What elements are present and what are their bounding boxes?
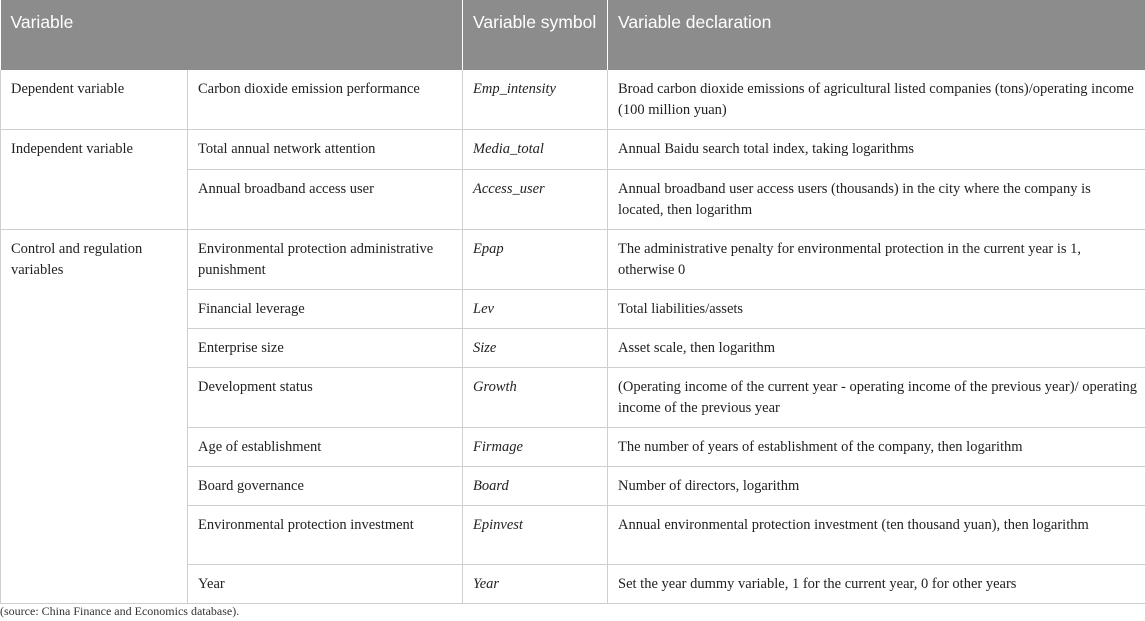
variable-declaration: Asset scale, then logarithm bbox=[608, 329, 1145, 368]
variable-name: Financial leverage bbox=[188, 290, 463, 329]
variable-symbol: Size bbox=[463, 329, 608, 368]
group-label-control: Control and regulation variables bbox=[1, 230, 188, 604]
variable-symbol: Access_user bbox=[463, 170, 608, 230]
variable-declaration: (Operating income of the current year - operating income of the previous year)/ operating income of the previous year bbox=[608, 368, 1145, 428]
table-row bbox=[1, 230, 1145, 290]
header-variable-symbol: Variable symbol bbox=[463, 0, 608, 70]
variable-symbol: Media_total bbox=[463, 130, 608, 170]
variable-name: Environmental protection investment bbox=[188, 506, 463, 565]
variable-name: Total annual network attention bbox=[188, 130, 463, 170]
table-body bbox=[1, 70, 1145, 604]
variable-declaration: The administrative penalty for environmental protection in the current year is 1, otherwise 0 bbox=[608, 230, 1145, 290]
table-header bbox=[1, 0, 1145, 70]
variable-symbol: Lev bbox=[463, 290, 608, 329]
variable-symbol: Board bbox=[463, 467, 608, 506]
variable-name: Board governance bbox=[188, 467, 463, 506]
variable-name: Enterprise size bbox=[188, 329, 463, 368]
variable-name: Development status bbox=[188, 368, 463, 428]
variable-declaration: Broad carbon dioxide emissions of agricultural listed companies (tons)/operating income (100 million yuan) bbox=[608, 70, 1145, 130]
variable-declaration: Annual environmental protection investment (ten thousand yuan), then logarithm bbox=[608, 506, 1145, 565]
variable-declaration: Set the year dummy variable, 1 for the current year, 0 for other years bbox=[608, 565, 1145, 604]
variable-name: Age of establishment bbox=[188, 428, 463, 467]
variable-name: Environmental protection administrative punishment bbox=[188, 230, 463, 290]
header-variable-declaration: Variable declaration bbox=[608, 0, 1145, 70]
header-variable: Variable bbox=[1, 0, 463, 70]
variable-symbol: Year bbox=[463, 565, 608, 604]
table-row bbox=[1, 130, 1145, 170]
variable-symbol: Emp_intensity bbox=[463, 70, 608, 130]
source-note: (source: China Finance and Economics database). bbox=[0, 604, 240, 618]
variable-symbol: Firmage bbox=[463, 428, 608, 467]
table-row bbox=[1, 70, 1145, 130]
variable-declaration: Annual broadband user access users (thousands) in the city where the company is located, then logarithm bbox=[608, 170, 1145, 230]
header-row bbox=[1, 0, 1145, 70]
variable-declaration: Total liabilities/assets bbox=[608, 290, 1145, 329]
variable-symbol: Growth bbox=[463, 368, 608, 428]
variable-declaration: The number of years of establishment of the company, then logarithm bbox=[608, 428, 1145, 467]
variable-name: Annual broadband access user bbox=[188, 170, 463, 230]
variable-declaration: Number of directors, logarithm bbox=[608, 467, 1145, 506]
variable-symbol: Epap bbox=[463, 230, 608, 290]
group-label-independent: Independent variable bbox=[1, 130, 188, 230]
variable-name: Year bbox=[188, 565, 463, 604]
variable-name: Carbon dioxide emission performance bbox=[188, 70, 463, 130]
group-label-dependent: Dependent variable bbox=[1, 70, 188, 130]
variable-declaration: Annual Baidu search total index, taking logarithms bbox=[608, 130, 1145, 170]
variable-symbol: Epinvest bbox=[463, 506, 608, 565]
